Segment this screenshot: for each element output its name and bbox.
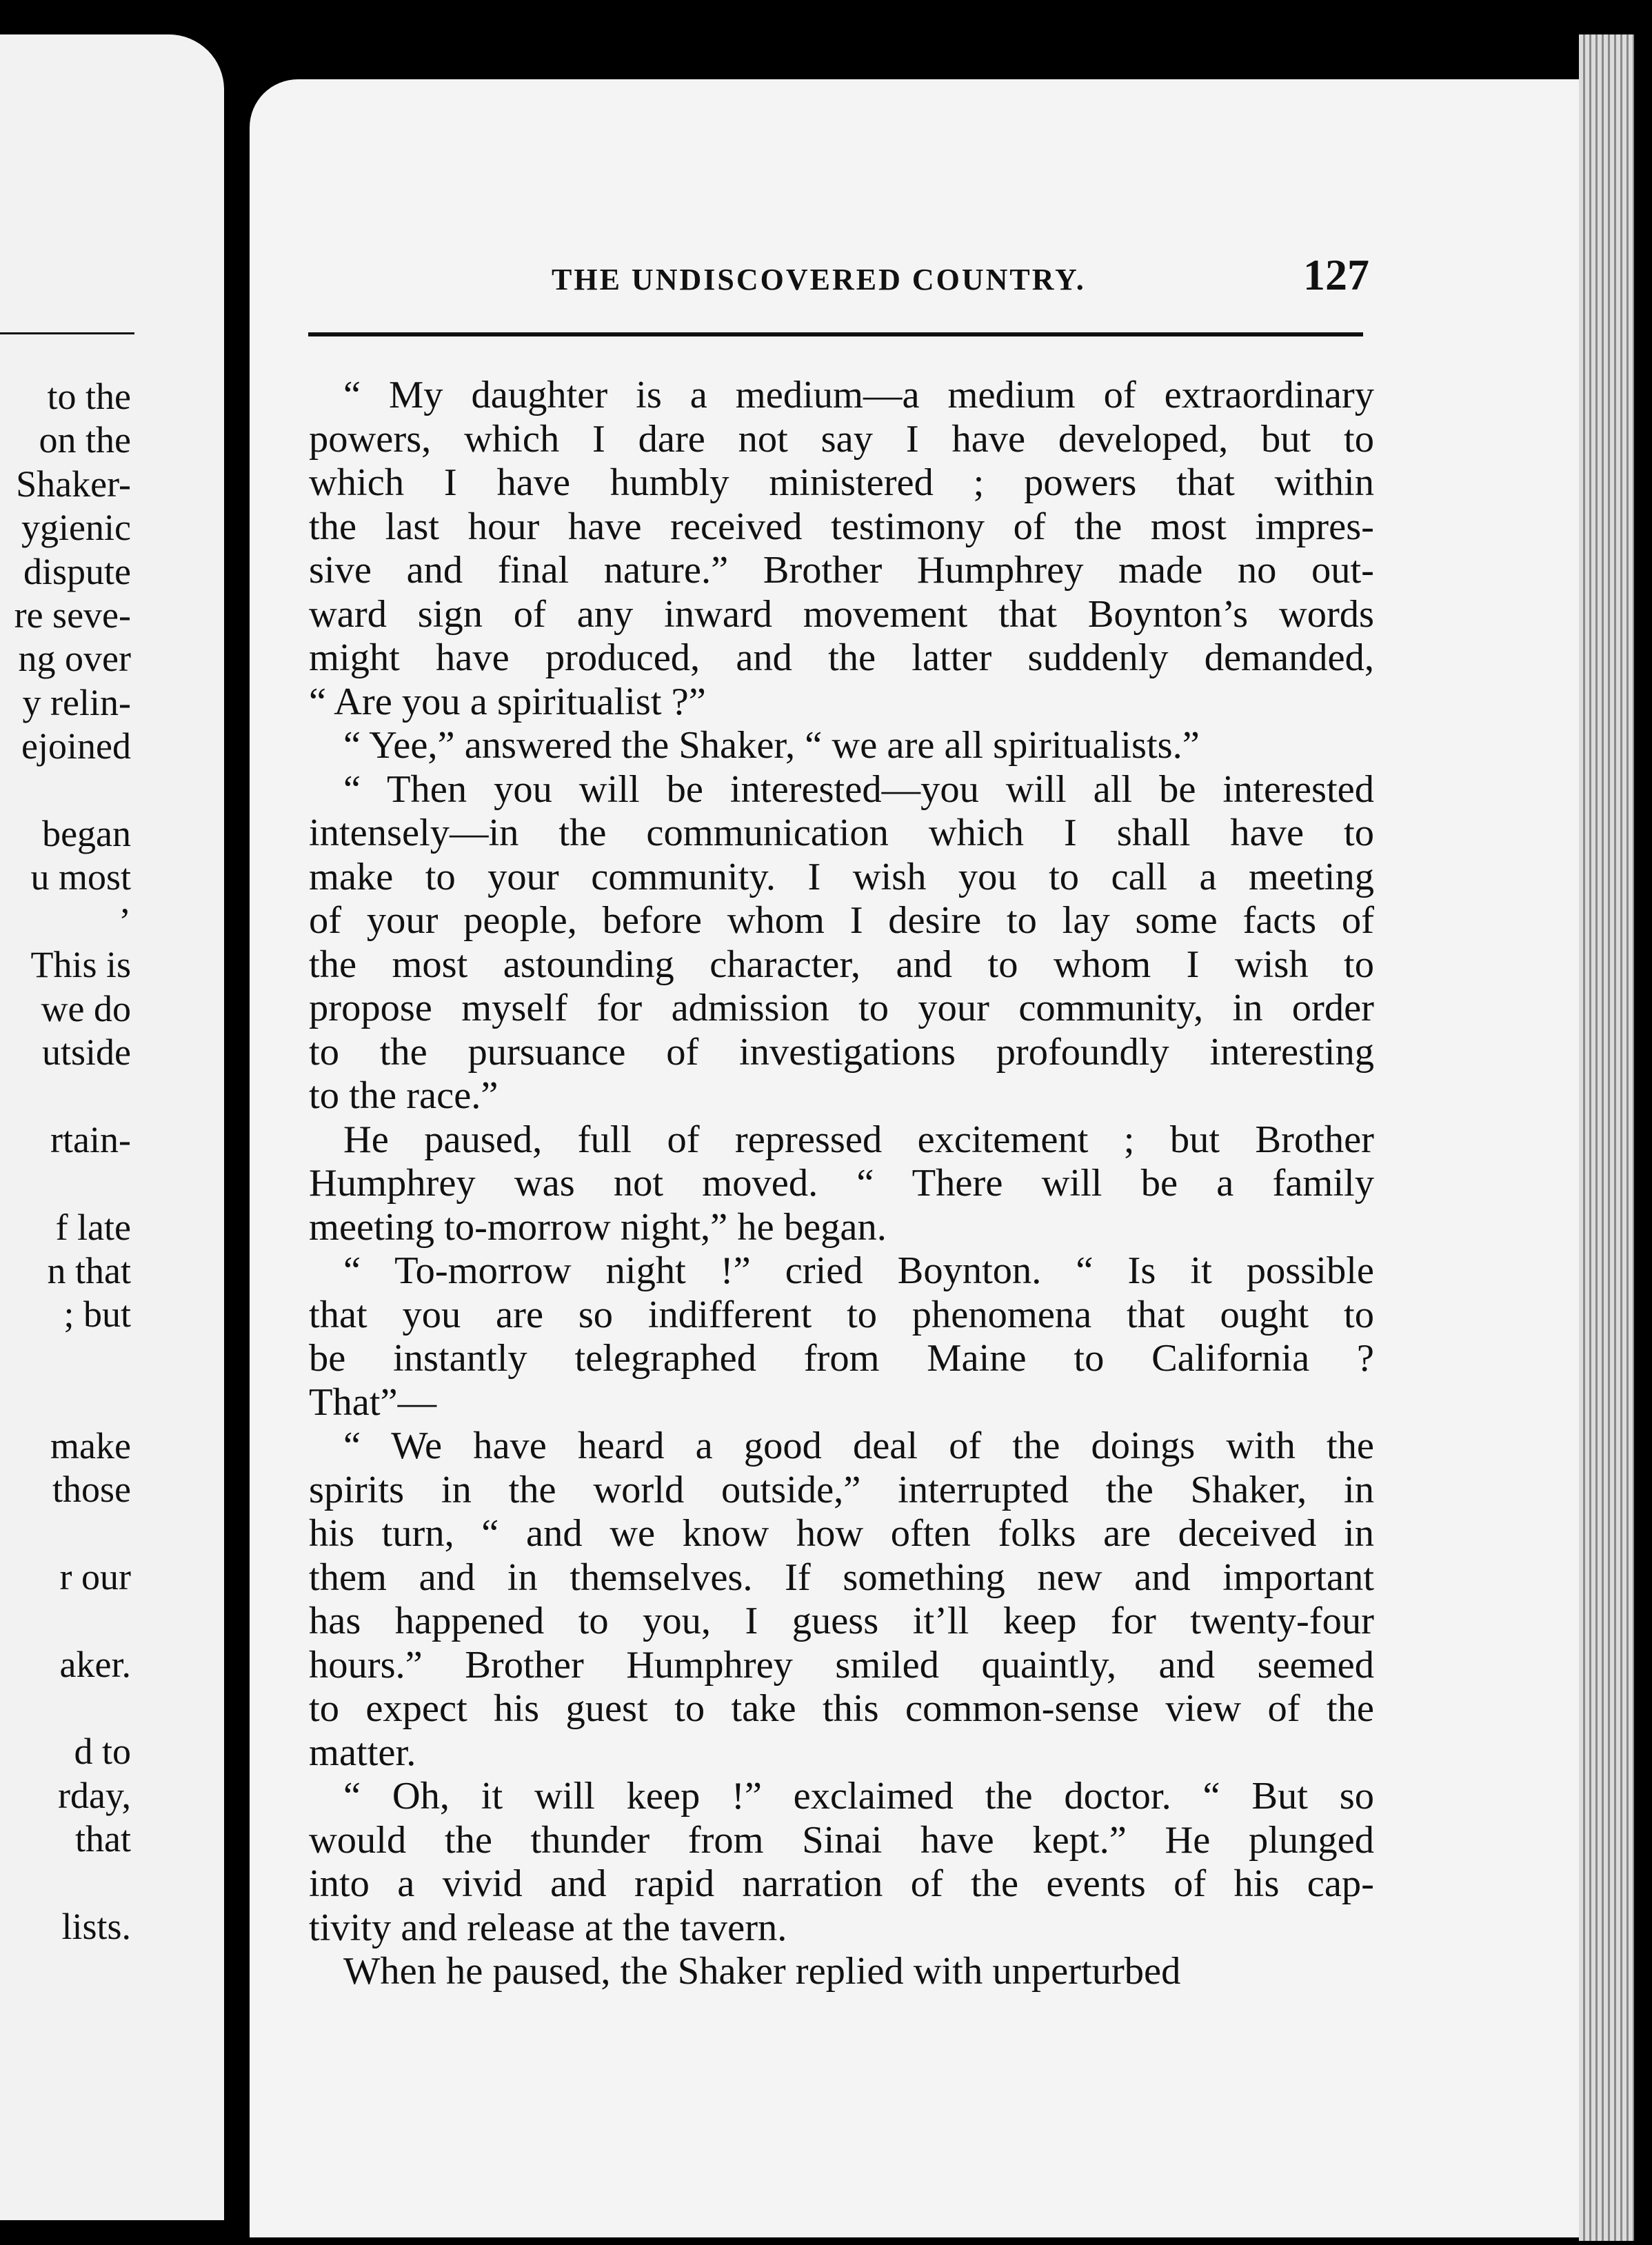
- body-line: Humphrey was not moved. “ There will be a family: [309, 1162, 1374, 1205]
- previous-page-line: This is: [30, 944, 131, 986]
- previous-page-line: ejoined: [21, 725, 131, 767]
- previous-page-line: y relin-: [22, 681, 131, 723]
- previous-page-line: that: [75, 1818, 131, 1860]
- previous-page-line: Shaker-: [16, 463, 131, 505]
- page-edges: [1579, 34, 1634, 2241]
- body-line: “ Then you will be interested—you will all be interested: [343, 767, 1374, 811]
- body-line: which I have humbly ministered ; powers that within: [309, 461, 1374, 504]
- previous-page-line: ygienic: [21, 507, 131, 549]
- page-number: 127: [1303, 250, 1369, 299]
- body-line: the last hour have received testimony of the most impres-: [309, 505, 1374, 548]
- previous-page-line: to the: [47, 376, 131, 417]
- body-line: matter.: [309, 1731, 416, 1774]
- body-line: “ Are you a spiritualist ?”: [309, 680, 706, 723]
- previous-page-header-rule: [0, 332, 134, 334]
- body-line: When he paused, the Shaker replied with unperturbed: [343, 1950, 1181, 1993]
- previous-page-line: f late: [55, 1206, 131, 1248]
- previous-page-line: utside: [42, 1031, 131, 1073]
- body-line: ward sign of any inward movement that Boynton’s words: [309, 592, 1374, 636]
- previous-page-line: those: [52, 1469, 131, 1510]
- body-line: “ Yee,” answered the Shaker, “ we are all spiritualists.”: [343, 724, 1200, 767]
- body-line: to the race.”: [309, 1074, 498, 1117]
- previous-page-line: aker.: [59, 1643, 131, 1685]
- previous-page-line: r our: [59, 1556, 131, 1598]
- body-line: to expect his guest to take this common-sense view of the: [309, 1687, 1374, 1730]
- body-line: of your people, before whom I desire to lay some facts of: [309, 899, 1374, 942]
- body-line: “ To-morrow night !” cried Boynton. “ Is it possible: [343, 1249, 1374, 1292]
- body-line: sive and final nature.” Brother Humphrey made no out-: [309, 549, 1374, 592]
- previous-page-line: ng over: [18, 638, 131, 680]
- previous-page-line: rday,: [58, 1774, 131, 1816]
- body-line: that you are so indifferent to phenomena that ought to: [309, 1293, 1374, 1336]
- previous-page-line: re seve-: [14, 594, 131, 636]
- body-line: his turn, “ and we know how often folks are deceived in: [309, 1512, 1374, 1555]
- previous-page-line: lists.: [61, 1906, 131, 1947]
- previous-page-line: we do: [41, 987, 131, 1029]
- previous-page-line: n that: [47, 1250, 131, 1291]
- body-line: be instantly telegraphed from Maine to California ?: [309, 1337, 1374, 1380]
- body-line: them and in themselves. If something new and important: [309, 1556, 1374, 1599]
- body-line: has happened to you, I guess it’ll keep for twenty-four: [309, 1600, 1374, 1642]
- previous-page-line: u most: [30, 856, 131, 898]
- body-line: make to your community. I wish you to call a meeting: [309, 855, 1374, 898]
- body-line: intensely—in the communication which I shall have to: [309, 812, 1374, 854]
- previous-page-line: d to: [74, 1731, 131, 1773]
- header-rule: [308, 332, 1363, 336]
- body-line: That”—: [309, 1380, 437, 1424]
- body-line: propose myself for admission to your community, in order: [309, 987, 1374, 1029]
- body-line: “ We have heard a good deal of the doings with the: [343, 1424, 1374, 1467]
- body-line: might have produced, and the latter suddenly demanded,: [309, 636, 1374, 679]
- body-line: He paused, full of repressed excitement ; but Brother: [343, 1118, 1374, 1161]
- body-line: into a vivid and rapid narration of the events of his cap-: [309, 1862, 1374, 1905]
- body-line: to the pursuance of investigations profoundly interesting: [309, 1030, 1374, 1074]
- previous-page-line: make: [50, 1424, 131, 1467]
- previous-page: [0, 34, 224, 2220]
- body-line: “ My daughter is a medium—a medium of extraordinary: [343, 374, 1374, 416]
- body-line: “ Oh, it will keep !” exclaimed the doctor. “ But so: [343, 1775, 1374, 1818]
- previous-page-line: began: [42, 813, 131, 854]
- body-line: the most astounding character, and to whom I wish to: [309, 943, 1374, 986]
- previous-page-line: ; but: [63, 1293, 131, 1336]
- body-line: spirits in the world outside,” interrupted the Shaker, in: [309, 1468, 1374, 1511]
- previous-page-line: dispute: [23, 550, 131, 592]
- previous-page-line: on the: [39, 419, 131, 461]
- body-line: would the thunder from Sinai have kept.” He plunged: [309, 1818, 1374, 1862]
- body-line: hours.” Brother Humphrey smiled quaintly, and seemed: [309, 1643, 1374, 1687]
- body-line: tivity and release at the tavern.: [309, 1906, 787, 1949]
- previous-page-line: ’: [119, 900, 131, 942]
- running-title: THE UNDISCOVERED COUNTRY.: [552, 263, 1086, 296]
- body-text: [309, 374, 1374, 1994]
- body-line: powers, which I dare not say I have developed, but to: [309, 417, 1374, 461]
- previous-page-line: rtain-: [50, 1118, 131, 1160]
- body-line: meeting to-morrow night,” he began.: [309, 1205, 887, 1249]
